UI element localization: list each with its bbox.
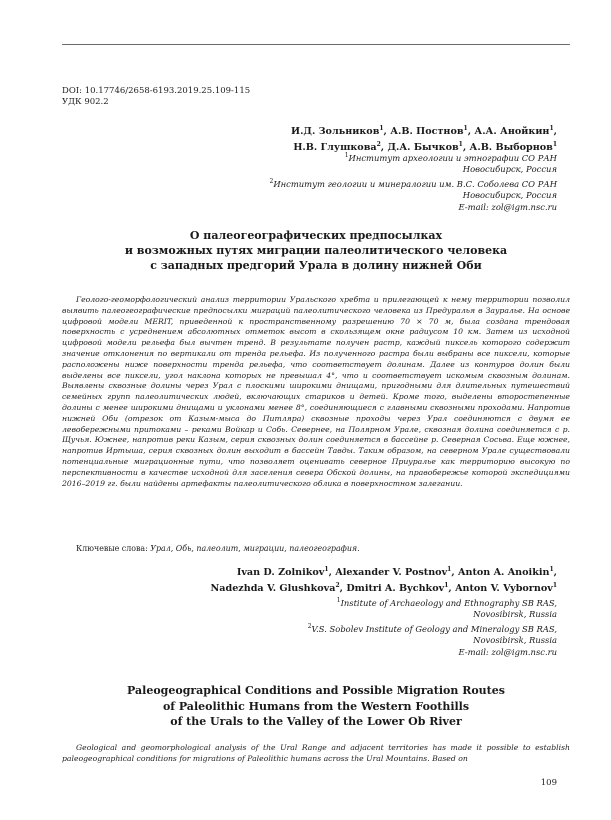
ru-authors-line-2: Н.В. Глушкова$^2$, Д.А. Бычков$^1$, А.В. Выборнов$^1$	[293, 141, 557, 154]
en-affiliation-2-city: Novosibirsk, Russia	[473, 635, 557, 646]
doi: DOI: 10.17746/2658-6193.2019.25.109-115	[62, 86, 251, 96]
en-article-title: Paleogeographical Conditions and Possible Migration Routes of Paleolithic Humans from the Western Foothills of the Urals to the Valley of the Lower Ob River	[127, 684, 505, 728]
en-affiliation-1-city: Novosibirsk, Russia	[473, 609, 557, 620]
keywords-list: Урал, Обь, палеолит, миграции, палеогеография.	[150, 544, 360, 553]
ru-affiliation-2: $^2$Институт геологии и минералогии им. В.С. Соболева СО РАН	[269, 177, 557, 189]
en-email[interactable]: E-mail: zol@igm.nsc.ru	[458, 646, 557, 657]
en-affiliations	[308, 595, 557, 659]
ru-abstract: Геолого-геоморфологический анализ территории Уральского хребта и прилегающей к нему территории позволил выявить палеогеографические предпосылки миграций палеолитического человека из Предуралья в Зауралье. На основе цифровой модели MERIT, приведенной к пространственному разрешению 70 × 70 м, была создана трендовая поверхность с усреднением абсолютных отметок высот в скользящем окне радиусом 10 км. Затем из исходной цифровой модели рельефа был вычтен тренд. В результате получен растр, каждый пиксель которого содержит значение отклонения по вертикали от тренда рельефа. Из полученного растра были выбраны все пиксели, которые расположены ниже поверхности тренда рельефа, что соответствует долинам. Далее из контуров долин были выделены все пиксели, угол наклона которых не превышал 4°, что и соответствует искомым сквозным долинам. Выявлены сквозные долины через Урал с плоскими широкими днищами, пригодными для длительных путешествий семейных групп палеолитических людей, включающих стариков и детей. Кроме того, выделены второстепенные долины с менее широкими днищами и уклонами менее 8°, соединяющиеся с главными сквозными проходами. Напротив нижней Оби (отрезок от Казым-мыса до Питляра) сквозные проходы через Урал соединяются с двумя ее левобережными притоками – реками Войкар и Собь. Севернее, на Полярном Урале, сквозная долина соединяется с р. Щучья. Южнее, напротив реки Казым, серия сквозных долин соединяется в бассейне р. Северная Сосьва. Еще южнее, напротив Иртыша, серия сквозных долин выходит в бассейн Тавды. Таким образом, на северном Урале существовали потенциальные миграционные пути, что позволяет оценивать северное Приуралье как территорию высокую по перспективности в качестве исходной для заселения севера Обской долины, на правобережье которой экспедициями 2016–2019 гг. были найдены артефакты палеолитического облика в поверхностном залегании.	[62, 295, 570, 488]
page-number: 109	[540, 778, 557, 788]
header-rule	[62, 44, 570, 45]
article-meta	[62, 86, 250, 108]
ru-article-title: О палеогеографических предпосылках и возможных путях миграции палеолитического человека с западных предгорий Урала в долину нижней Оби	[124, 229, 508, 272]
ru-keywords	[76, 543, 570, 554]
en-abstract: Geological and geomorphological analysis of the Ural Range and adjacent territories has made it possible to establish paleogeographical conditions for migrations of Paleolithic humans across the Ural Mountains. Based on	[62, 743, 570, 763]
en-authors	[211, 563, 558, 596]
keywords-label: Ключевые слова:	[76, 544, 151, 553]
en-affiliation-1: $^1$Institute of Archaeology and Ethnography SB RAS,	[336, 597, 557, 608]
udc: УДК 902.2	[62, 97, 109, 107]
en-authors-line-1: Ivan D. Zolnikov$^1$, Alexander V. Postnov$^1$, Anton A. Anoikin$^1$,	[236, 566, 557, 579]
en-authors-line-2: Nadezhda V. Glushkova$^2$, Dmitri A. Bychkov$^1$, Anton V. Vybornov$^1$	[210, 582, 557, 595]
ru-affiliation-2-city: Новосибирск, Россия	[462, 190, 557, 201]
ru-affiliations	[270, 150, 558, 214]
ru-affiliation-1-city: Новосибирск, Россия	[462, 164, 557, 175]
en-affiliation-2: $^2$V.S. Sobolev Institute of Geology and Mineralogy SB RAS,	[307, 622, 557, 634]
ru-authors-line-1: И.Д. Зольников$^1$, А.В. Постнов$^1$, А.А. Анойкин$^1$,	[291, 125, 557, 138]
ru-email[interactable]: E-mail: zol@igm.nsc.ru	[458, 201, 557, 212]
ru-affiliation-1: $^1$Институт археологии и этнографии СО РАН	[344, 152, 557, 163]
